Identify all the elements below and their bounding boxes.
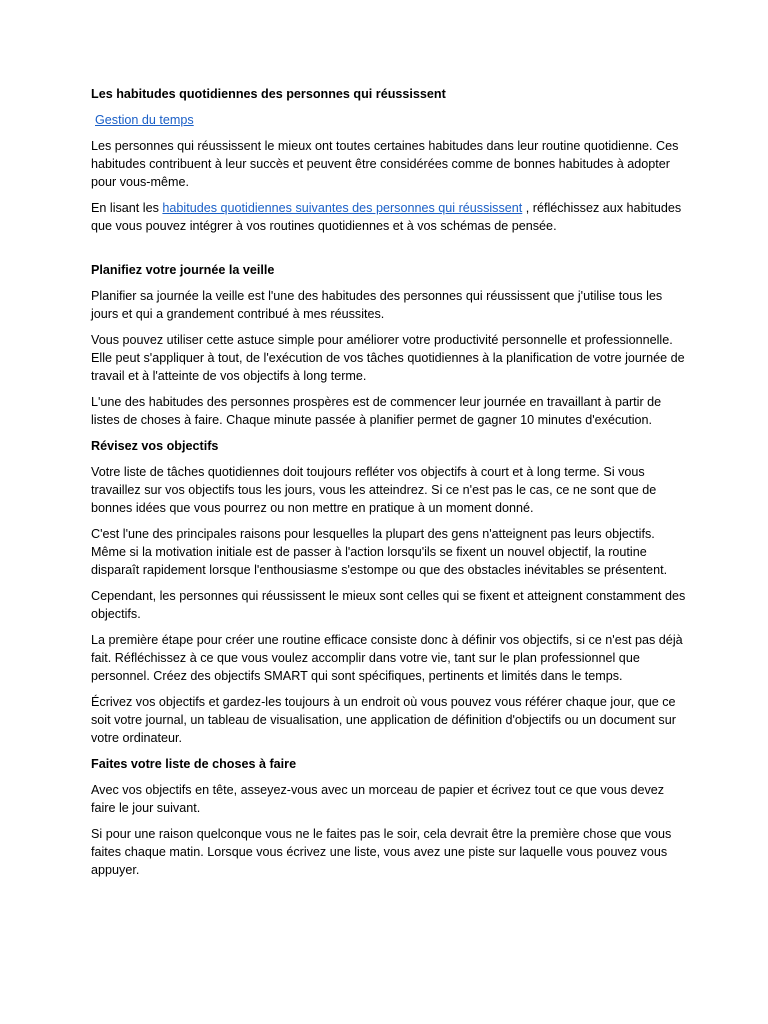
section-heading: Révisez vos objectifs: [91, 439, 219, 453]
intro-paragraph: Les personnes qui réussissent le mieux ont toutes certaines habitudes dans leur routine quotidienne. Ces habitudes contribuent à leur succès et peuvent être considérées comme de bonnes habitudes à adopter pour vous-même.: [91, 139, 679, 189]
section-paragraph: Planifier sa journée la veille est l'une des habitudes des personnes qui réussissent que j'utilise tous les jours et qui a grandement contribué à mes réussites.: [91, 289, 663, 321]
section-paragraph: La première étape pour créer une routine efficace consiste donc à définir vos objectifs, si ce n'est pas déjà fait. Réfléchissez à ce que vous voulez accomplir dans votre vie, tant sur le plan professionnel que personnel. Créez des objectifs SMART qui sont spécifiques, pertinents et limités dans le temps.: [91, 633, 683, 683]
section-paragraph: Écrivez vos objectifs et gardez-les toujours à un endroit où vous pouvez vous référer chaque jour, que ce soit votre journal, un tableau de visualisation, une application de définition d'objectifs ou un document sur votre ordinateur.: [91, 695, 676, 745]
section-paragraph: Cependant, les personnes qui réussissent le mieux sont celles qui se fixent et atteignent constamment des objectifs.: [91, 589, 686, 621]
intro-text-after: , réfléchissez aux habitudes que vous pouvez intégrer à vos routines quotidiennes et à vos schémas de pensée.: [91, 201, 682, 233]
habits-article-link[interactable]: habitudes quotidiennes suivantes des personnes qui réussissent: [162, 201, 523, 215]
document-page: [91, 85, 687, 887]
section-paragraph: Si pour une raison quelconque vous ne le faites pas le soir, cela devrait être la première chose que vous faites chaque matin. Lorsque vous écrivez une liste, vous avez une piste sur laquelle vous pouvez vous appuyer.: [91, 827, 672, 877]
section-paragraph: Avec vos objectifs en tête, asseyez-vous avec un morceau de papier et écrivez tout ce que vous devez faire le jour suivant.: [91, 783, 665, 815]
section-paragraph: Votre liste de tâches quotidiennes doit toujours refléter vos objectifs à court et à long terme. Si vous travaillez sur vos objectifs tous les jours, vous les atteindrez. Si ce n'est pas le cas, ce ne sont que de bonnes idées que vous pourrez ou non mettre en pratique à un moment donné.: [91, 465, 657, 515]
intro-paragraph-with-link: [91, 199, 687, 235]
document-title: Les habitudes quotidiennes des personnes qui réussissent: [91, 87, 446, 101]
section-heading: Faites votre liste de choses à faire: [91, 757, 297, 771]
section-paragraph: L'une des habitudes des personnes prospères est de commencer leur journée en travaillant à partir de listes de choses à faire. Chaque minute passée à planifier permet de gagner 10 minutes d'exécution.: [91, 395, 662, 427]
spacer: [91, 243, 687, 261]
category-link[interactable]: Gestion du temps: [95, 113, 194, 127]
section-paragraph: C'est l'une des principales raisons pour lesquelles la plupart des gens n'atteignent pas leurs objectifs. Même si la motivation initiale est de passer à l'action lorsqu'ils se fixent un nouvel objectif, la routine disparaît rapidement lorsque l'enthousiasme s'estompe ou que des obstacles inévitables se présentent.: [91, 527, 668, 577]
section-heading: Planifiez votre journée la veille: [91, 263, 275, 277]
intro-text-before: En lisant les: [91, 201, 163, 215]
section-paragraph: Vous pouvez utiliser cette astuce simple pour améliorer votre productivité personnelle et professionnelle. Elle peut s'appliquer à tout, de l'exécution de vos tâches quotidiennes à la planification de votre journée de travail et à l'atteinte de vos objectifs à long terme.: [91, 333, 685, 383]
